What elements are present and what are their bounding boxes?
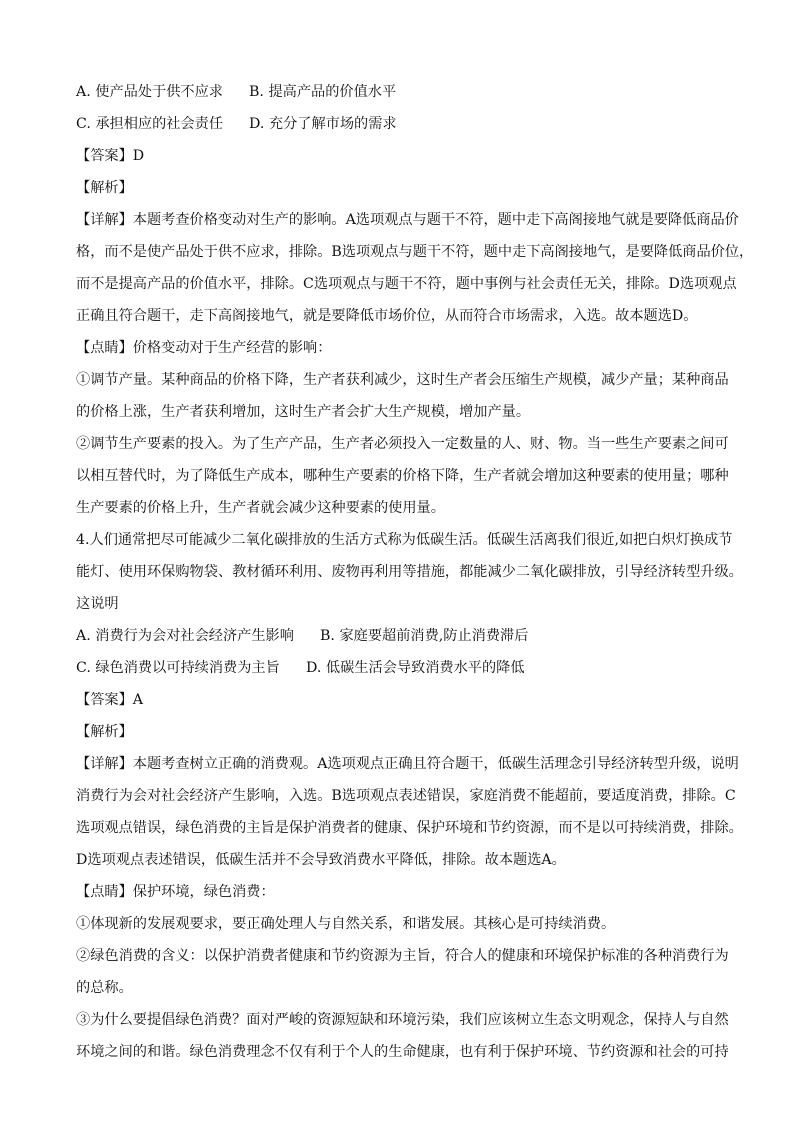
q4-analysis-heading: 【解析】	[76, 724, 133, 740]
q3-option-b: B. 提高产品的价值水平	[249, 84, 397, 100]
q3-detail-line: 格，而不是使产品处于供不应求，排除。B选项观点与题干不符，题中走下高阁接地气，是要降低商品价位，	[76, 244, 754, 260]
q3-tip-line: 生产要素的价格上升，生产者就会减少这种要素的使用量。	[76, 500, 445, 516]
q4-tip-line: ②绿色消费的含义：以保护消费者健康和节约资源为主旨，符合人的健康和环境保护标准的各种消费行为	[76, 948, 729, 964]
q4-tip-line: 环境之间的和谐。绿色消费理念不仅有利于个人的生命健康，也有利于保护环境、节约资源和社会的可持	[76, 1044, 729, 1060]
q3-detail-line: 【详解】本题考查价格变动对生产的影响。A选项观点与题干不符，题中走下高阁接地气就是要降低商品价	[76, 212, 739, 228]
q4-option-a: A. 消费行为会对社会经济产生影响	[76, 628, 294, 644]
q3-tip-line: ②调节生产要素的投入。为了生产产品，生产者必须投入一定数量的人、财、物。当一些生产要素之间可	[76, 436, 729, 452]
q3-detail-line: 而不是提高产品的价值水平，排除。C选项观点与题干不符，题中事例与社会责任无关，排除。D选项观点	[76, 276, 737, 292]
q4-detail-line: 【详解】本题考查树立正确的消费观。A选项观点正确且符合题干，低碳生活理念引导经济转型升级，说明	[76, 756, 739, 772]
q3-answer: 【答案】D	[76, 148, 145, 164]
q4-tip-line: ①体现新的发展观要求，要正确处理人与自然关系，和谐发展。其核心是可持续消费。	[76, 916, 616, 932]
q3-option-d: D. 充分了解市场的需求	[249, 116, 397, 132]
q4-option-b: B. 家庭要超前消费,防止消费滞后	[320, 628, 529, 644]
q4-answer: 【答案】A	[76, 692, 143, 708]
q3-option-a: A. 使产品处于供不应求	[76, 84, 223, 100]
q4-stem-line: 4.人们通常把尽可能减少二氧化碳排放的生活方式称为低碳生活。低碳生活离我们很近,如把白炽灯换成节	[76, 532, 733, 548]
q4-tip-line: 的总称。	[76, 980, 133, 996]
q3-tip-line: 的价格上涨，生产者获利增加，这时生产者会扩大生产规模，增加产量。	[76, 404, 531, 420]
q4-option-d: D. 低碳生活会导致消费水平的降低	[306, 660, 525, 676]
q4-stem-line: 这说明	[76, 596, 119, 612]
q4-stem-line: 能灯、使用环保购物袋、教材循环利用、废物再利用等措施，都能减少二氧化碳排放，引导经济转型升级。	[76, 564, 743, 580]
q3-analysis-heading: 【解析】	[76, 180, 133, 196]
q4-option-c: C. 绿色消费以可持续消费为主旨	[76, 660, 280, 676]
q4-detail-line: D选项观点表述错误，低碳生活并不会导致消费水平降低，排除。故本题选A。	[76, 852, 566, 868]
q4-tip-line: ③为什么要提倡绿色消费？面对严峻的资源短缺和环境污染，我们应该树立生态文明观念，保持人与自然	[76, 1012, 729, 1028]
q4-detail-line: 消费行为会对社会经济产生影响，入选。B选项观点表述错误，家庭消费不能超前，要适度消费，排除。C	[76, 788, 736, 804]
q3-tip-heading: 【点睛】价格变动对于生产经营的影响：	[76, 340, 332, 356]
q3-tip-line: ①调节产量。某种商品的价格下降，生产者获利减少，这时生产者会压缩生产规模，减少产量；某种商品	[76, 372, 729, 388]
q3-option-c: C. 承担相应的社会责任	[76, 116, 224, 132]
q3-tip-line: 以相互替代时，为了降低生产成本，哪种生产要素的价格下降，生产者就会增加这种要素的使用量；哪种	[76, 468, 729, 484]
q3-detail-line: 正确且符合题干，走下高阁接地气，就是要降低市场价位，从而符合市场需求，入选。故本题选D。	[76, 308, 698, 324]
q4-tip-heading: 【点睛】保护环境，绿色消费：	[76, 884, 275, 900]
q4-detail-line: 选项观点错误，绿色消费的主旨是保护消费者的健康、保护环境和节约资源，而不是以可持续消费，排除。	[76, 820, 743, 836]
